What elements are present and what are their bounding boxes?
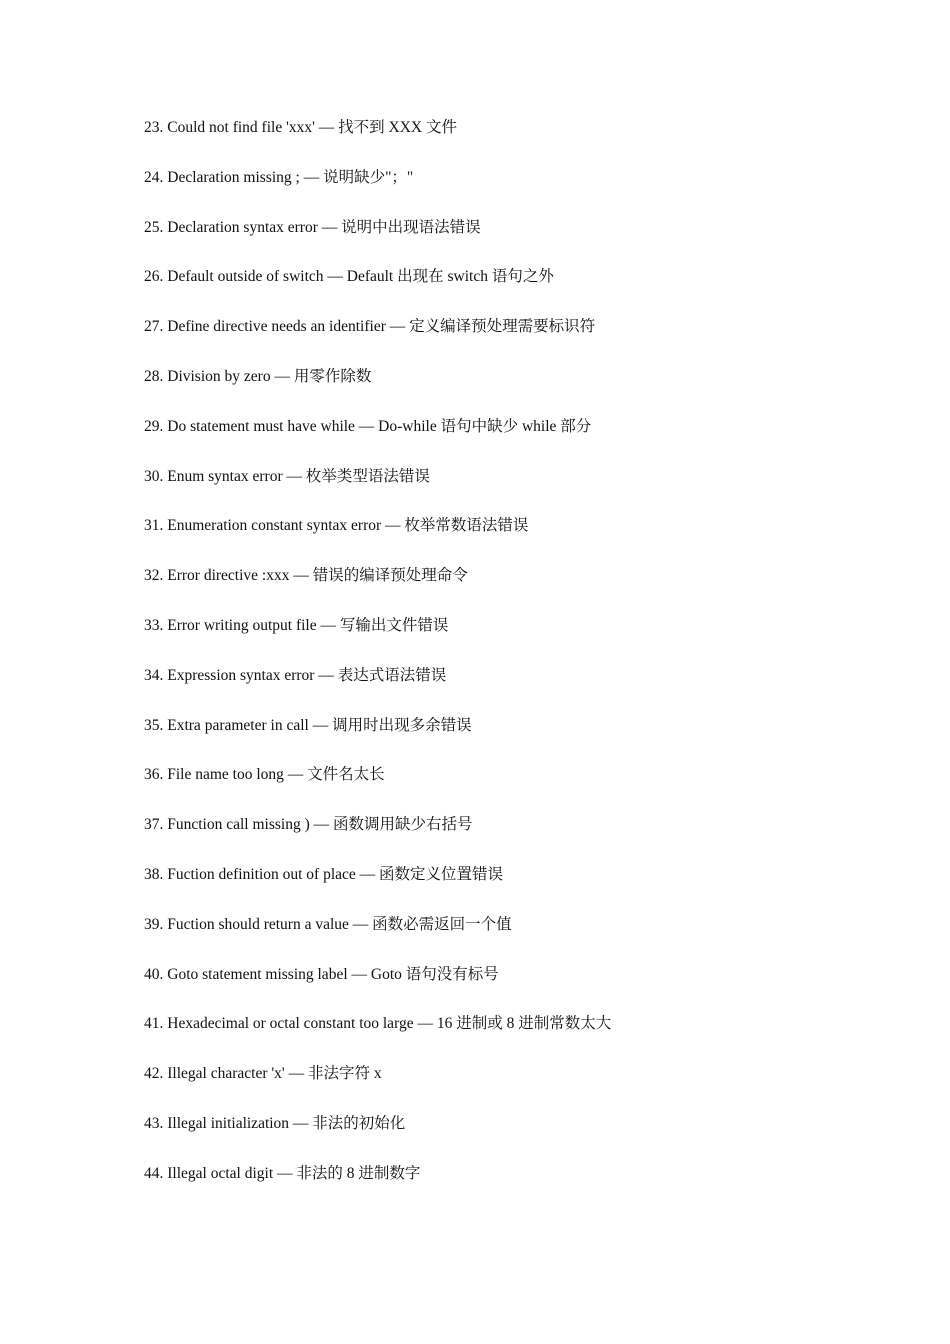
- list-item: 39. Fuction should return a value — 函数必需返回一个值: [144, 915, 512, 933]
- list-item: 42. Illegal character 'x' — 非法字符 x: [144, 1065, 382, 1083]
- list-item: 30. Enum syntax error — 枚举类型语法错误: [144, 467, 430, 485]
- list-item: 29. Do statement must have while — Do-while 语句中缺少 while 部分: [144, 417, 592, 435]
- list-item: 23. Could not find file 'xxx' — 找不到 XXX 文件: [144, 119, 457, 136]
- list-item: 24. Declaration missing ; — 说明缺少"；": [144, 168, 414, 186]
- list-item: 25. Declaration syntax error — 说明中出现语法错误: [144, 218, 481, 236]
- list-item: 37. Function call missing ) — 函数调用缺少右括号: [144, 816, 473, 834]
- list-item: 31. Enumeration constant syntax error — 枚举常数语法错误: [144, 517, 529, 535]
- list-item: 35. Extra parameter in call — 调用时出现多余错误: [144, 716, 472, 734]
- list-item: 43. Illegal initialization — 非法的初始化: [144, 1114, 406, 1132]
- list-item: 40. Goto statement missing label — Goto 语句没有标号: [144, 965, 499, 983]
- list-item: 28. Division by zero — 用零作除数: [144, 367, 372, 385]
- list-item: 36. File name too long — 文件名太长: [144, 766, 385, 784]
- list-item: 27. Define directive needs an identifier — 定义编译预处理需要标识符: [144, 318, 596, 336]
- list-item: 44. Illegal octal digit — 非法的 8 进制数字: [144, 1164, 421, 1182]
- list-item: 26. Default outside of switch — Default 出现在 switch 语句之外: [144, 268, 554, 286]
- list-item: 38. Fuction definition out of place — 函数定义位置错误: [144, 865, 504, 883]
- list-item: 34. Expression syntax error — 表达式语法错误: [144, 666, 447, 684]
- list-item: 33. Error writing output file — 写输出文件错误: [144, 616, 449, 634]
- list-item: 41. Hexadecimal or octal constant too large — 16 进制或 8 进制常数太大: [144, 1015, 612, 1033]
- error-message-list: [144, 117, 864, 1213]
- list-item: 32. Error directive :xxx — 错误的编译预处理命令: [144, 567, 468, 585]
